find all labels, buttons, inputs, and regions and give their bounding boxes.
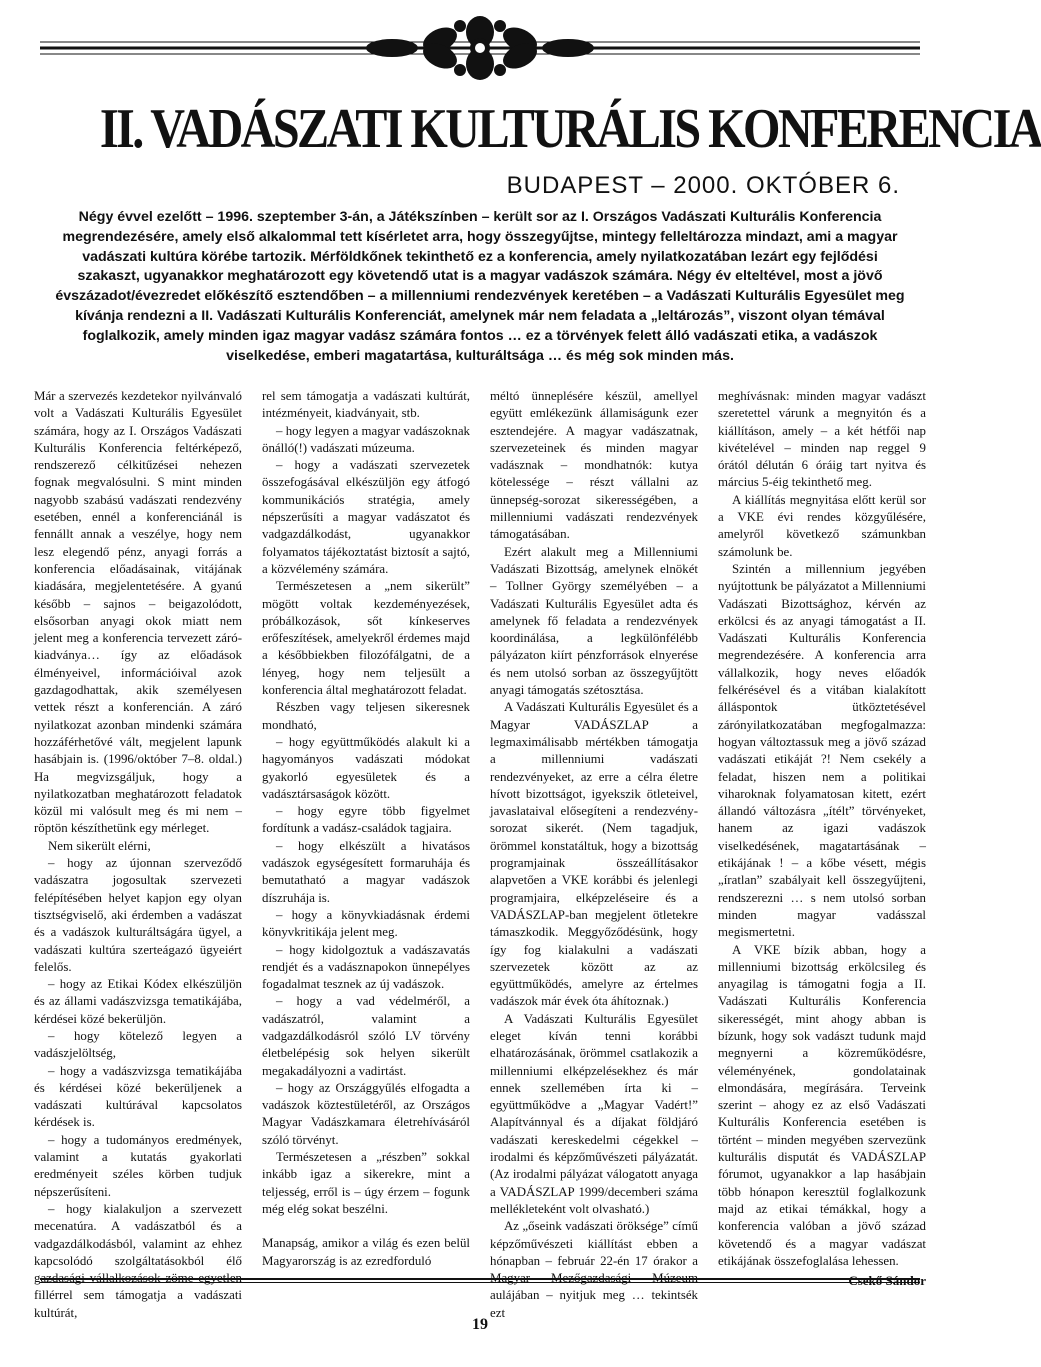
paragraph: Szintén a millennium jegyében nyújtottunk be pályázatot a Millenniumi Vadászati Bizottsághoz, kérvén az erkölcsi és az anyagi támogatást a II. Vadászati Kulturális Konferencia megrendezésére. A konferencia arra vállalkozik, hogy neves előadók felkérésével és a vitában kialakított álláspontok ütköztetésével zárónyilatkozatában megfogalmazza: hogyan változtassuk meg a jövő század vadászati etikáját ?! Nem csekély a feladat, hiszen nem a politikai viharoknak folyamatosan kitett, ezért állandó változásra „ítélt” törvényeket, hanem az igazi vadászok viselkedésének, magatartásának – etikájának ! – a kőbe vésett, mégis „íratlan” szabályait kell összegyűjteni, rendszerezni … s nem utolsó sorban minden magyar vadásszal megismertetni. bbox=[718, 561, 926, 940]
page-number: 19 bbox=[472, 1316, 488, 1333]
paragraph: A Vadászati Kulturális Egyesület eleget kíván tenni korábbi elhatározásának, örömmel csatlakozik a millenniumi elképzelésekhez és már ennek szellemében írta ki – együttműködve a „Magyar Vadért!” Alapítvánnyal és a díjakat földjáró vadászati kereskedelmi cégekkel – irodalmi és képzőművészeti pályázatát. (Az irodalmi pályázat válogatott anyaga a VADÁSZLAP 1999/decemberi száma mellékleteként volt olvasható.) bbox=[490, 1011, 698, 1216]
event-date-subtitle: BUDAPEST – 2000. OKTÓBER 6. bbox=[506, 172, 900, 199]
paragraph: Ezért alakult meg a Millenniumi Vadászati Bizottság, amelynek elnökét – Tollner György személyében – a Vadászati Kulturális Egyesület adta és amelynek fő feladata a rendezvények koordinálása, a legkülönfélébb pályázaton kiírt pénzforrások elnyerése és nem utolsó sorban az összegyűjtött anyagi támogatás szétosztása. bbox=[490, 544, 698, 698]
paragraph: – hogy a vadászvizsga tematikájába és kérdései közé bekerüljenek a vadászati kultúrával kapcsolatos kérdések is. bbox=[34, 1063, 242, 1130]
article-title: II. VADÁSZATI KULTURÁLIS KONFERENCIA bbox=[99, 98, 1041, 160]
paragraph: Az „őseink vadászati öröksége” című képzőművészeti kiállítást ebben a hónapban – február 22-én 17 órakor a Magyar Mezőgazdasági Múzeum aulájában – nyitjuk meg … tekintsék ezt bbox=[490, 1219, 698, 1320]
paragraph: Természetesen a „részben” sokkal inkább igaz a sikerekre, mint a teljesség, erről is – úgy érzem – fogunk még elég sokat beszélni. bbox=[262, 1150, 470, 1216]
paragraph: rel sem támogatja a vadászati kultúrát, intézményeit, kiadványait, stb. bbox=[262, 389, 470, 421]
paragraph: – hogy az újonnan szerveződő vadászatra jogosultak szervezeti felépítésében helyet kapjon egy olyan tisztségviselő, aki érdemben a vadászat és a vadászok kulturáltságára ügyel, a vadászati kultúra szerteágazó ügyeiért felelős. bbox=[34, 856, 242, 974]
text-column-2 bbox=[262, 388, 470, 1322]
paragraph: – hogy a vad védelméről, a vadászatról, valamint a vadgazdálkodásról szóló LV törvény életbelépésig sok helyen sikerült megakadályozni a vadirtást. bbox=[262, 994, 470, 1078]
paragraph: – hogy kialakuljon a szervezett mecenatúra. A vadászatból és a vadgazdálkodásból, valamint az ehhez kapcsolódó szolgáltatásokból élő gazdasági vállalkozások zöme egyetlen fillérrel sem támogatja a vadászati kultúrát, bbox=[34, 1201, 242, 1320]
paragraph: – hogy egyre több figyelmet fordítunk a vadász-családok tagjaira. bbox=[262, 804, 470, 836]
bottom-divider bbox=[40, 1278, 920, 1280]
paragraph: – hogy kötelező legyen a vadászjelöltség, bbox=[34, 1028, 242, 1061]
paragraph: Nem sikerült elérni, bbox=[48, 838, 151, 853]
paragraph: – hogy elkészült a hivatásos vadászok egységesített formaruhája és bemutatható a magyar vadászok díszruhája is. bbox=[262, 838, 470, 905]
paragraph: – hogy a tudományos eredmények, valamint a kutatás gyakorlati eredményeit széles körben tudjuk népszerűsíteni. bbox=[34, 1132, 242, 1199]
oak-leaf-ornament-border bbox=[40, 18, 920, 78]
paragraph: – hogy kidolgoztuk a vadászavatás rendjét és a vadásznapokon ünnepélyes fogadalmat tesznek az új vadászok. bbox=[262, 942, 470, 992]
paragraph: – hogy a könyvkiadásnak érdemi könyvkritikája jelent meg. bbox=[262, 907, 470, 940]
paragraph: – hogy az Etikai Kódex elkészüljön és az állami vadászvizsga tematikájába, kérdései közé bekerüljön. bbox=[34, 977, 242, 1026]
paragraph: – hogy a vadászati szervezetek összefogásával elkészüljön egy átfogó kommunikációs stratégia, amely népszerűsíti a magyar vadászatot és vadgazdálkodást, ugyanakkor folyamatos tájékoztatást biztosít a sajtó, a közvélemény számára. bbox=[262, 458, 470, 576]
paragraph: Részben vagy teljesen sikeresnek mondható, bbox=[262, 700, 470, 732]
paragraph: A Vadászati Kulturális Egyesület és a Magyar VADÁSZLAP a legmaximálisabb mértékben támogatja a millenniumi vadászati rendezvényeket, az erre a célra életre hívott bizottságot, igyekszik ötleteivel, javaslataival elősegíteni a rendezvény-sorozat sikerét. (Nem tagadjuk, örömmel konstatáltuk, hogy a bizottság programjainak összeállításakor alapvetően a VKE korábbi és jelenlegi programjaira, elképzeléseire és a VADÁSZLAP-ban megjelent ötletekre támaszkodik. Meggyőződésünk, hogy így fog kialakulni a vadászati szervezetek között az az együttműködés, amelyre az értelmes vadászok már évek óta áhítoznak.) bbox=[490, 700, 698, 1009]
paragraph: Már a szervezés kezdetekor nyilvánvaló volt a Vadászati Kulturális Egyesület számára, hogy az I. Országos Vadászati Kulturális Konferencia feltérképező, rendszerező célkitűzései nehezen fognak megvalósulni. S mint minden nagyobb szabású vadászati rendezvény esetében, ennél a konferenciánál is fennállt annak a veszélye, hogy nem lesz elegendő pénz, anyagi forrás a konferencia előadásainak, vitájának kiadására, megjelentetésére. A gyanú később – sajnos – beigazolódott, elsősorban anyagi okok miatt nem jelent meg a konferencia tervezett záró-kiadványa… így az előadások élményeivel, információival azok gazdagodhattak, akik személyesen vettek részt a konferencián. A záró nyilatkozat azonban mindenki számára hozzáférhetővé vált, megjelent lapunk hasábjain is. (1996/október 7–8. oldal.) Ha megvizsgáljuk, hogy a nyilatkozatban meghatározott feladatok közül mi valósult meg és mi nem – röptön készíthetünk egy mérleget. bbox=[34, 389, 242, 836]
paragraph: méltó ünneplésére készül, amellyel együtt emlékezünk államiságunk ezer esztendejére. A magyar vadászatnak, szervezeteinek és minden magyar vadásznak – mondhatnók: kutya kötelessége – részt vállalni az ünnepség-sorozat sikerességében, a millenniumi vadászati rendezvények támogatásában. bbox=[490, 389, 698, 542]
paragraph: – hogy az Országgyűlés elfogadta a vadászok köztestületéről, az Országos Magyar Vadászkamara életrehívásáról szóló törvényt. bbox=[262, 1080, 470, 1147]
paragraph: – hogy együttműködés alakult ki a hagyományos vadászati módokat gyakorló egyesületek és a vadásztársaságok között. bbox=[262, 734, 470, 801]
text-column-1 bbox=[34, 388, 242, 1322]
paragraph: A VKE bízik abban, hogy a millenniumi bizottság erkölcsileg és anyagilag is támogatni fogja a II. Vadászati Kulturális Konferencia sikerességét, mint ahogy abban is bízunk, hogy sok vadászt tudunk majd megnyerni a közreműködésre, véleményének, gondolatainak elmondására, megírására. Terveink szerint – ahogy ez az első Vadászati Kulturális Konferencia esetében is történt – minden megyében szervezünk kulturális disputát és VADÁSZLAP fórumot, ugyanakkor a lap hasábjain több hónapon keresztül foglalkozunk majd az etikai témákkal, hogy a konferencia valóban a jövő század követendő és a magyar vadászat etikájának összefoglalása lehessen. bbox=[718, 942, 926, 1268]
paragraph: – hogy legyen a magyar vadászoknak önálló(!) vadászati múzeuma. bbox=[262, 423, 470, 455]
text-column-4 bbox=[718, 388, 926, 1322]
author-signature: Csekő Sándor bbox=[848, 1273, 926, 1289]
article-body-columns bbox=[34, 388, 926, 1320]
bottom-divider-thin bbox=[40, 1282, 920, 1283]
lead-paragraph bbox=[52, 208, 908, 366]
paragraph: A kiállítás megnyitása előtt kerül sor a VKE évi rendes közgyűlésére, amelyről következő számunkban számolunk be. bbox=[718, 492, 926, 559]
paragraph: Természetesen a „nem sikerült” mögött voltak kezdeményezések, próbálkozások, sőt kínkeserves erőfeszítések, amelyekről érdemes majd a későbbiekben filozófálgatni, de a lényeg, hogy nem teljesült a konferencia által meghatározott feladat. bbox=[262, 579, 470, 698]
paragraph: Manapság, amikor a világ és ezen belül Magyarország is az ezredforduló bbox=[262, 1236, 470, 1268]
paragraph: meghívásnak: minden magyar vadászt szeretettel várunk a megnyitón és a kiállításon, amely – a két hétfői nap kivételével – minden nap reggel 9 órától délután 6 óráig tart nyitva és március 5-éig tekinthető meg. bbox=[718, 389, 926, 490]
lead-text: Négy évvel ezelőtt – 1996. szeptember 3-án, a Játékszínben – került sor az I. Országos Vadászati Kulturális Konferencia megrendezésére, amely első alkalommal tett kísérletet arra, hogy összegyűjtse, mintegy felleltározza mindazt, ami a magyar vadászati kultúra körébe tartozik. Mérföldkőnek tekinthető ez a konferencia, amely nyilatkozatában lezárt egy fejlődési szakaszt, ugyanakkor meghatározott egy követendő utat is a magyar vadászok számára. Négy év elteltével, most a jövő évszázadot/évezredet előkészítő esztendőben – a millenniumi rendezvények keretében – a Vadászati Kulturális Egyesület meg kívánja rendezni a II. Vadászati Kulturális Konferenciát, amelynek már nem feladata a „leltározás”, viszont olyan témával foglalkozik, amely minden igaz magyar vadász számára fontos … ez a törvények felett álló vadászati etika, a vadászok viselkedése, emberi magatartása, kulturáltsága … és még sok minden más. bbox=[55, 209, 905, 364]
text-column-3 bbox=[490, 388, 698, 1322]
